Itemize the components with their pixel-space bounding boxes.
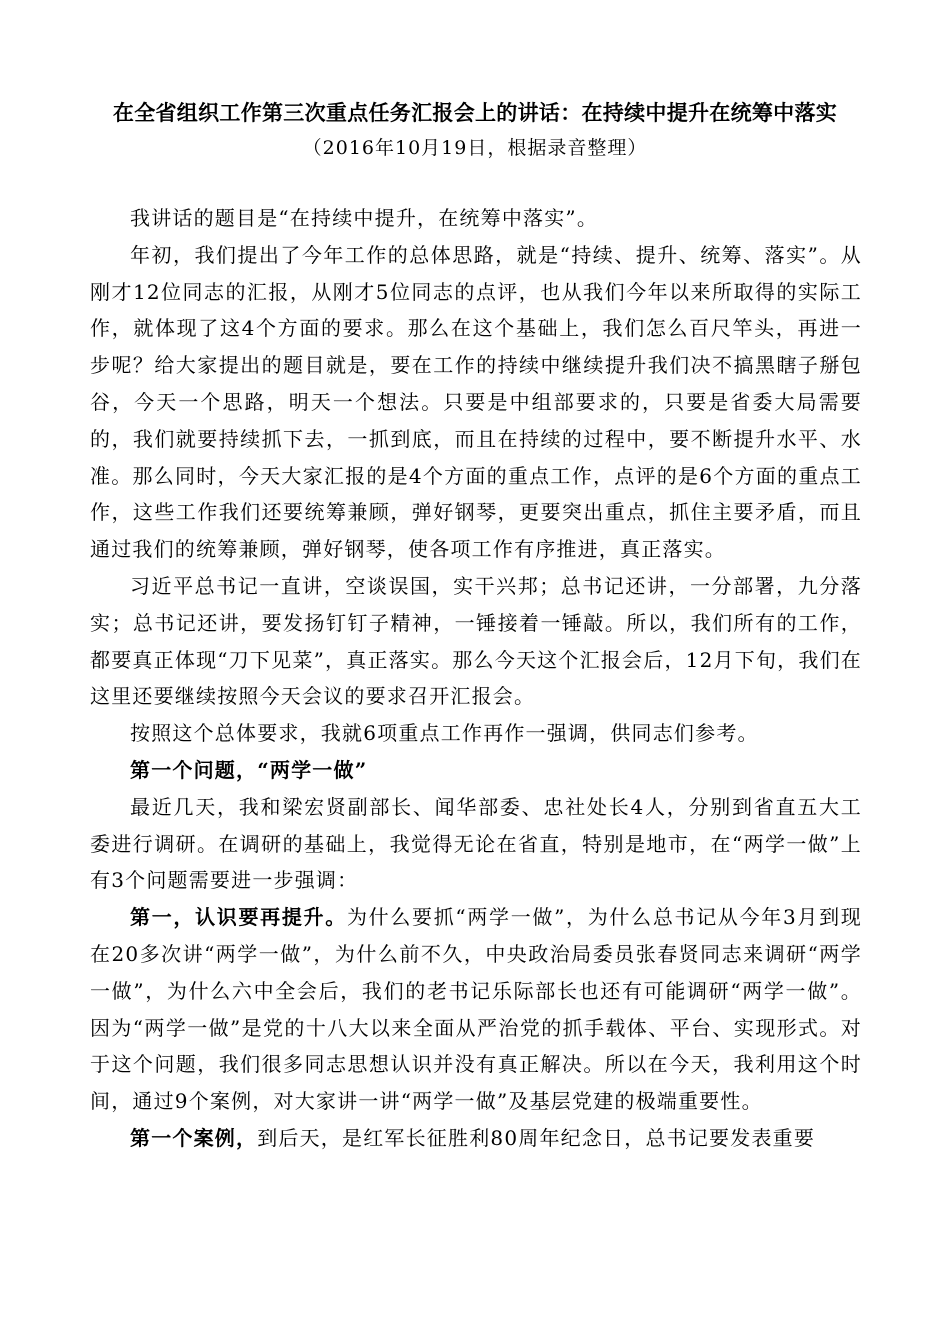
point-one-lead: 第一，认识要再提升。 (130, 905, 347, 930)
document-title: 在全省组织工作第三次重点任务汇报会上的讲话：在持续中提升在统筹中落实 (112, 100, 838, 125)
paragraph-case-one (90, 1120, 862, 1157)
document-body (90, 200, 862, 1157)
case-one-text: 到后天，是红军长征胜利80周年纪念日，总书记要发表重要 (257, 1125, 816, 1150)
section-heading-first-issue: 第一个问题，“两学一做” (130, 757, 368, 782)
paragraph-implementation: 习近平总书记一直讲，空谈误国，实干兴邦；总书记还讲，一分部署，九分落实；总书记还讲，要发扬钉钉子精神，一锤接着一锤敲。所以，我们所有的工作，都要真正体现“刀下见菜”，真正落实。那么今天这个汇报会后，12月下旬，我们在这里还要继续按照今天会议的要求召开汇报会。 (90, 573, 862, 709)
paragraph-point-one (90, 899, 862, 1120)
paragraph-research: 最近几天，我和梁宏贤副部长、闻华部委、忠社处长4人，分别到省直五大工委进行调研。在调研的基础上，我觉得无论在省直，特别是地市，在“两学一做”上有3个问题需要进一步强调： (90, 794, 862, 893)
paragraph-overall-idea: 年初，我们提出了今年工作的总体思路，就是“持续、提升、统筹、落实”。从刚才12位同志的汇报，从刚才5位同志的点评，也从我们今年以来所取得的实际工作，就体现了这4个方面的要求。那么在这个基础上，我们怎么百尺竿头，再进一步呢？给大家提出的题目就是，要在工作的持续中继续提升我们决不搞黑瞎子掰包谷，今天一个思路，明天一个想法。只要是中组部要求的，只要是省委大局需要的，我们就要持续抓下去，一抓到底，而且在持续的过程中，要不断提升水平、水准。那么同时，今天大家汇报的是4个方面的重点工作，点评的是6个方面的重点工作，这些工作我们还要统筹兼顾，弹好钢琴，更要突出重点，抓住主要矛盾，而且通过我们的统筹兼顾，弹好钢琴，使各项工作有序推进，真正落实。 (90, 242, 862, 562)
paragraph-topic: 我讲话的题目是“在持续中提升，在统筹中落实”。 (130, 206, 599, 230)
paragraph-requirements: 按照这个总体要求，我就6项重点工作再作一强调，供同志们参考。 (130, 721, 759, 746)
point-one-text: 为什么要抓“两学一做”，为什么总书记从今年3月到现在20多次讲“两学一做”，为什么前不久，中央政治局委员张春贤同志来调研“两学一做”，为什么六中全会后，我们的老书记乐际部长也还有可能调研“两学一做”。因为“两学一做”是党的十八大以来全面从严治党的抓手载体、平台、实现形式。对于这个问题，我们很多同志思想认识并没有真正解决。所以在今天，我利用这个时间，通过9个案例，对大家讲一讲“两学一做”及基层党建的极端重要性。 (90, 905, 862, 1114)
case-one-lead: 第一个案例， (130, 1125, 258, 1150)
document-subtitle: （2016年10月19日，根据录音整理） (302, 137, 648, 159)
